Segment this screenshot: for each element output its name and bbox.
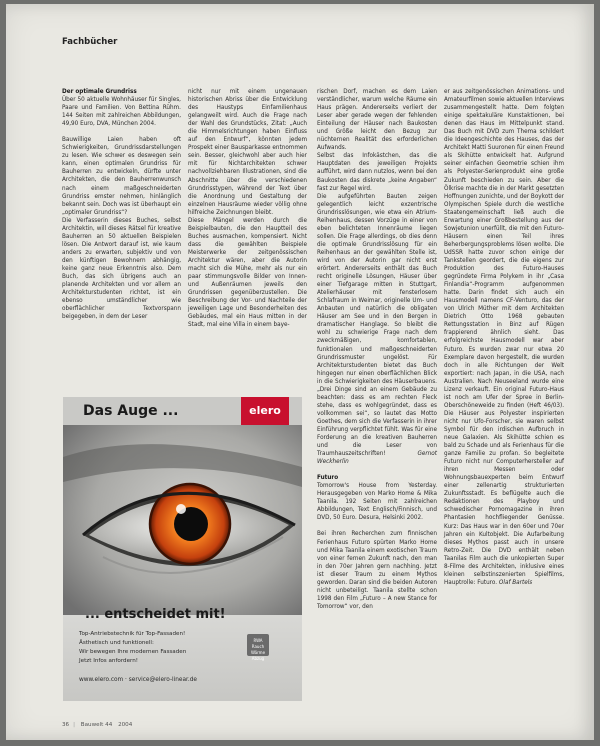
section-title: Fachbücher <box>62 37 118 47</box>
page-number: 36 <box>62 722 70 728</box>
journal-name: Bauwelt 44 <box>80 722 113 728</box>
ad-headline: Das Auge ... <box>83 403 179 419</box>
paragraph: Selbst das Infokästchen, das die Hauptdaten des jeweiligen Projekts aufführt, wird dann nutzlos, wenn bei den Baukosten das diskrete „keine Angaben“ fast zur Regel wird. <box>317 153 437 192</box>
paragraph: Die Verfasserin dieses Buches, selbst Architektin, will dieses Rätsel für kreative Bauherren an 50 aktuellen Beispielen lösen. Die Antwort darauf ist, wie kaum anders zu erwarten, subjektiv und von den künftigen Bewohnern abhängig, keine ganz neue Erkenntnis also. Dem Buch, das sich übrigens auch an planende Architekten und vor allem an Architekturstudenten richtet, ist ein ebenso umständlicher wie oberflächlicher Textvorspann beigegeben, in dem der Leser <box>62 217 181 321</box>
paragraph: nicht nur mit einem ungenauen historischen Abriss über die Entwicklung des Haustyps Einfamilienhaus gelangweilt wird. Auch die Frage nach der Wahl des Grundstücks, Zitat: „Auch die Himmelsrichtungen haben Einfluss auf den Entwurf“, könnten jedem Prospekt einer Bausparkasse entnommen sein. Besser, gleichwohl aber auch hier mit für Nichtarchitekten schwer nachvollziehbaren Illustrationen, sind die Abschnitte über die verschiedenen Grundrisstypen, während der Text über die Anordnung und Gestaltung der einzelnen Hausräume wieder völlig ohne hilfreiche Zeichnungen bleibt. <box>188 89 307 216</box>
ad-claim: ... entscheidet mit! <box>85 607 226 622</box>
ad-line: Jetzt Infos anfordern! <box>79 658 139 664</box>
page-footer: 36 | Bauwelt 44 2004 <box>62 722 133 728</box>
review-title: Der optimale Grundriss <box>62 89 137 95</box>
paragraph: Bei ihren Recherchen zum finnischen Ferienhaus Futuro spürten Marko Home und Mika Taanila einem exotischen Traum von einer fernen Zukunft nach, den man in den 70er Jahren gern nachhing. Jetzt ist dieser Traum zu einem Mythos geworden. Daran sind die beiden Autoren nicht unbeteiligt. Taanila stellte schon 1998 den Film „Futuro – A new Stance for Tomorrow“ vor, den <box>317 531 437 610</box>
paragraph: Bauwillige Laien haben oft Schwierigkeiten, Grundrissdarstellungen zu lesen. Wie schwer es deswegen sein kann, einen optimalen Grundriss für Bauherren zu entwickeln, dürfte unter Architekten, die den Bauherrenwunsch nach einem maßgeschneiderten Grundriss emster nehmen, hinlänglich bekannt sein. Doch was ist überhaupt ein „optimaler Grundriss“? <box>62 137 181 216</box>
book-info: Über 50 aktuelle Wohnhäuser für Singles, Paare und Familien. Von Bettina Rühm. 144 Seiten mit zahlreichen Abbildungen, 49,90 Euro, DVA, München 2004. <box>62 97 181 128</box>
column-4 <box>444 88 564 587</box>
column-3 <box>317 88 437 611</box>
ad-line: Wir bewegen Ihre modernen Fassaden <box>79 649 187 655</box>
author-signature: Olaf Bartels <box>498 579 533 586</box>
rwa-badge: RWA Rauch Wärme Abzug <box>247 634 269 656</box>
paragraph: rischen Dorf, machen es dem Laien verständlicher, warum welche Räume ein Haus prägen. Andererseits verliert der Leser aber gerade wegen der fehlenden Einteilung der Häuser nach Baukosten und Größe leicht den Bezug zur nüchternen Realität des erforderlichen Aufwands. <box>317 89 437 152</box>
author-signature: Gernot Weckherlin <box>317 451 437 466</box>
elero-logo: elero <box>241 397 289 425</box>
ad-line: Top-Antriebstechnik für Top-Fassaden! <box>79 631 186 637</box>
column-1 <box>62 88 181 321</box>
ad-line: Ästhetisch und funktionell: <box>79 640 154 646</box>
magazine-page <box>6 4 594 740</box>
paragraph: Die aufgeführten Bauten zeigen gelegentlich leicht exzentrische Grundrisslösungen, wie etwa ein Atrium-Reihenhaus, dessen Vorzüge in einer von eben belichteten Innenräume liegen sollen. Die Frage allerdings, ob dies denn die optimale Grundrisslösung für ein Reihenhaus an der gewählten Stelle ist, wird von der Autorin gar nicht erst erörtert. Andererseits enthält das Buch recht originelle Lösungen, Häuser über einer Tiefgarage mitten in Stuttgart, Atelierhäuser mit fensterlosem Schlafraum in Weimar, originelle Um- und Anbauten und natürlich die obligaten Häuser am See und in den Bergen in dramatischer Hanglage. So bleibt die wohl zu schwierige Frage nach dem zweckmäßigen, komfortablen, funktionalen und maßgeschneiderten Grundrissmuster ungelöst. Für Architekturstudenten bietet das Buch hingegen nur einen oberflächlichen Blick in die Schwierigkeiten des Häuserbauens. „Drei Dinge sind an einem Gebäude zu beachten: dass es am rechten Fleck stehe, dass es wohlgegründet, dass es vollkommen sei“, so lautet das Motto Goethes, dem sich die Verfasserin in ihrer Einführung verpflichtet fühlt. Was für eine Forderung an die kreativen Bauherren und die Leser von Traumhauszeitschriften! Gernot Weckherlin <box>317 193 437 466</box>
ad-contact: www.elero.com · service@elero-linear.de <box>79 677 197 683</box>
journal-year: 2004 <box>118 722 133 728</box>
column-2 <box>188 88 307 329</box>
paragraph: er aus zeitgenössischen Animations- und Amateurfilmen sowie aktuellen Interviews zusammengestellt hatte. Dem folgten einige spektakuläre Kunstaktionen, bei denen das Haus im Mittelpunkt stand. Das Buch mit DVD zum Thema schildert die Ideengeschichte des Hauses, das der Architekt Matti Suuronen für einen Freund als Skihütte entwickelt hat. Aufgrund seiner einfachen Geometrie schien ihm als Polyester-Serienprodukt eine große Zukunft beschieden zu sein. Aber die Ölkrise machte die in der Markt gesetzten Hoffnungen zunichte, und der Boykott der Olympischen Spiele durch die westliche Staatengemeinschaft ließ auch die Erwartung einer Großbestellung aus der Sowjetunion unerfüllt, die mit den Futuro-Häusern einen Teil ihres Beherbergungsproblems lösen wollte. Die UdSSR hatte zuvor schon einige der Tankstellen geordert, die die eigens zur Produktion des Futuro-Hauses gegründete Firma Polykem in ihr „Casa Finlandia“-Programm aufgenommen hatte. Darin findet sich auch ein Hausmodell namens CF-Venturo, das der von Ulrich Müther mit dem Architekten Dietrich Otto 1968 gebauten Rettungsstation in Binz auf Rügen frappierend ähnlich sieht. Das erfolgreichste Hausmodell war aber Futuro. Es wurden zwar nur etwa 20 Exemplare davon hergestellt, die wurden doch in alle Richtungen der Welt exportiert: nach Japan, in die USA, nach Australien. Nach Neuseeland wurde eine Lizenz verkauft. Ein original Futuro-Haus ist noch am Ufer der Spree in Berlin-Oberschöneweide zu finden (Heft 46/03). Die Häuser aus Polyester inspirierten nicht nur Ufo-Forscher, sie waren selbst Symbol für den irdischen Aufbruch in neue Galaxien. Als Skihütte schien es bald zu Schade und als Ferienhaus für die ganze Familie zu profan. So begleitete Futuro nicht nur Computerhersteller auf ihren Messen oder Wohnungsbauexperten beim Entwurf einer zellenartig strukturierten Zukunftsstadt. Es beflügelte auch die Redaktionen des Playboy und schwedischer Pornomagazine in ihren Phantasien hochfliegender Genüsse. Kurz: Das Haus war in den 60er und 70er Jahren ein Kultobjekt. Die Aufarbeitung dieses Mythos passt auch in unsere Retro-Zeit. Die DVD enthält neben Taanilas Film auch die unkopierten Super 8-Filme des Architekten, inklusive eines kleinen selbstinszenierten Spielfilms, Hauptrolle: Futuro. Olaf Bartels <box>444 89 564 586</box>
paragraph: Diese Mängel werden durch die Beispielbauten, die den Hauptteil des Buches ausmachen, kompensiert. Nicht dass die gewählten Beispiele Meisterwerke der zeitgenössischen Architektur wären, aber die Autorin macht sich die Mühe, mehr als nur ein paar stimmungsvolle Bilder von Innen- und Außenräumen jeweils den Grundrissen gegenüberzustellen. Die Beschreibung der Vor- und Nachteile der jeweiligen Lage und Besonderheiten des Gebäudes, mal ein Haus mitten in der Stadt, mal eine Villa in einem baye- <box>188 217 307 329</box>
book-info: Tomorrow's House from Yesterday. Herausgegeben von Marko Home & Mika Taanila. 192 Seiten mit zahlreichen Abbildungen, Text Englisch/Finnisch, und DVD, 50 Euro. Desura, Helsinki 2002. <box>317 483 437 522</box>
ad-copy <box>79 630 186 666</box>
review-title: Futuro <box>317 475 339 482</box>
advertisement <box>63 397 302 701</box>
